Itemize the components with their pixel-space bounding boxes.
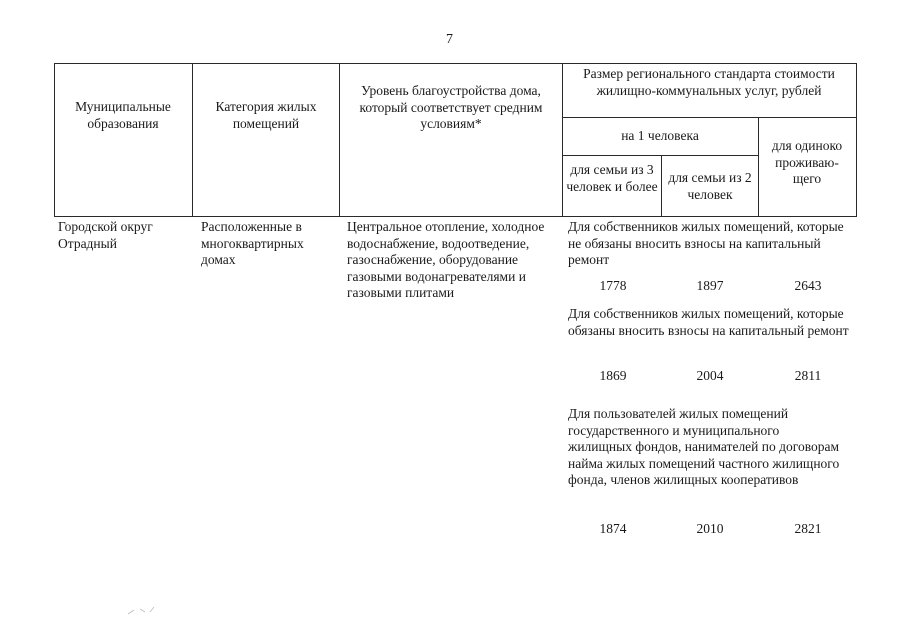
value-family3: 1869 bbox=[599, 368, 627, 383]
cell-municipality: Городской округ Отрадный bbox=[58, 219, 153, 251]
header-family3: для семьи из 3 человек и более bbox=[566, 162, 658, 194]
header-single: для одиноко проживаю-щего bbox=[771, 138, 843, 186]
header-per-person: на 1 человека bbox=[621, 128, 699, 143]
value-family2: 2004 bbox=[696, 368, 724, 383]
header-category: Категория жилых помещений bbox=[215, 99, 317, 131]
header-standard: Размер регионального стандарта стоимости жилищно-коммунальных услуг, рублей bbox=[583, 66, 835, 98]
value-family2: 2010 bbox=[696, 521, 724, 536]
cell-category: Расположенные в многоквартирных домах bbox=[201, 219, 304, 267]
scan-speck bbox=[120, 600, 170, 620]
page-number: 7 bbox=[446, 32, 453, 47]
cell-amenities: Центральное отопление, холодное водоснабжение, водоотведение, газоснабжение, оборудование газовыми водонагревателями и газовыми плитами bbox=[347, 219, 545, 300]
value-family3: 1874 bbox=[599, 521, 627, 536]
value-single: 2811 bbox=[794, 368, 822, 383]
value-family3: 1778 bbox=[599, 278, 627, 293]
value-family2: 1897 bbox=[696, 278, 724, 293]
value-single: 2643 bbox=[794, 278, 822, 293]
value-single: 2821 bbox=[794, 521, 822, 536]
header-municipality: Муниципальные образования bbox=[75, 99, 171, 131]
header-amenities: Уровень благоустройства дома, который соответствует средним условиям* bbox=[359, 83, 543, 131]
group-label: Для собственников жилых помещений, которые не обязаны вносить взносы на капитальный ремонт bbox=[568, 219, 844, 267]
header-family2: для семьи из 2 человек bbox=[668, 170, 752, 202]
group-label: Для пользователей жилых помещений государственного и муниципального жилищных фондов, нанимателей по договорам найма жилых помещений частного жилищного фонда, членов жилищных кооперативов bbox=[568, 406, 840, 487]
group-label: Для собственников жилых помещений, которые обязаны вносить взносы на капитальный ремонт bbox=[568, 306, 849, 338]
